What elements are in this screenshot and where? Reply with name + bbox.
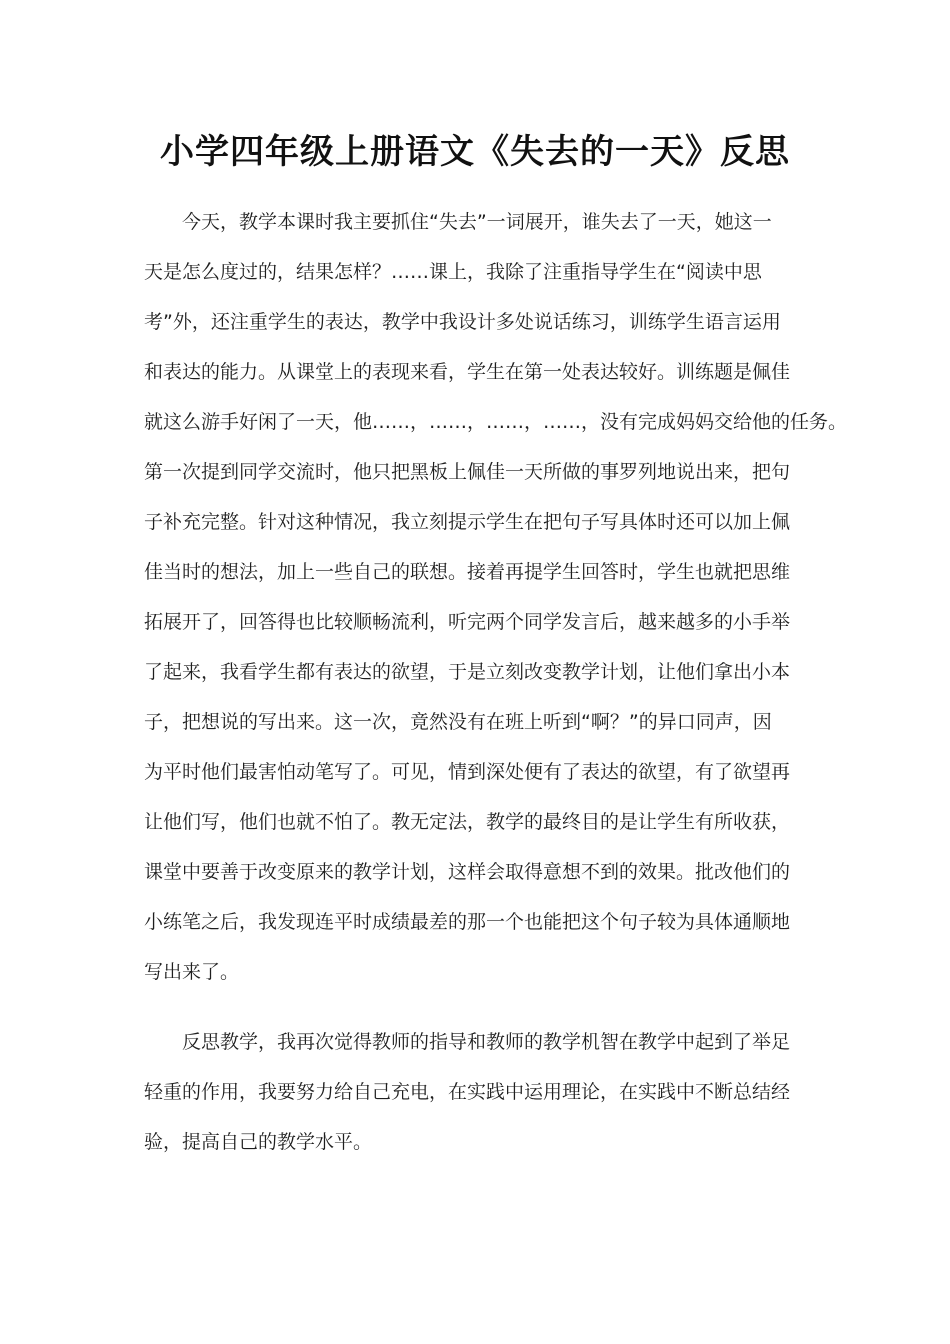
paragraph-line: 写出来了。 bbox=[144, 961, 240, 983]
paragraph-line: 了起来，我看学生都有表达的欲望，于是立刻改变教学计划，让他们拿出小本 bbox=[144, 661, 791, 683]
paragraph-line: 轻重的作用，我要努力给自己充电，在实践中运用理论，在实践中不断总结经 bbox=[144, 1081, 791, 1103]
paragraph-line: 就这么游手好闲了一天，他……，……，……，……，没有完成妈妈交给他的任务。 bbox=[144, 411, 848, 433]
paragraph-line: 让他们写，他们也就不怕了。教无定法，教学的最终目的是让学生有所收获， bbox=[144, 811, 791, 833]
paragraph-line: 课堂中要善于改变原来的教学计划，这样会取得意想不到的效果。批改他们的 bbox=[144, 861, 791, 883]
paragraph-line: 和表达的能力。从课堂上的表现来看，学生在第一处表达较好。训练题是佩佳 bbox=[144, 361, 791, 383]
paragraph-line: 为平时他们最害怕动笔写了。可见，情到深处便有了表达的欲望，有了欲望再 bbox=[144, 761, 791, 783]
paragraph-line: 子补充完整。针对这种情况，我立刻提示学生在把句子写具体时还可以加上佩 bbox=[144, 511, 791, 533]
document-title: 小学四年级上册语文《失去的一天》反思 bbox=[160, 132, 790, 172]
paragraph-line: 小练笔之后，我发现连平时成绩最差的那一个也能把这个句子较为具体通顺地 bbox=[144, 911, 791, 933]
paragraph-line: 反思教学，我再次觉得教师的指导和教师的教学机智在教学中起到了举足 bbox=[182, 1031, 791, 1053]
paragraph-line: 今天，教学本课时我主要抓住“失去”一词展开，谁失去了一天，她这一 bbox=[182, 211, 772, 233]
paragraph-line: 验，提高自己的教学水平。 bbox=[144, 1131, 373, 1153]
paragraph-line: 佳当时的想法，加上一些自己的联想。接着再提学生回答时，学生也就把思维 bbox=[144, 561, 791, 583]
paragraph-line: 子，把想说的写出来。这一次，竟然没有在班上听到“啊？”的异口同声，因 bbox=[144, 711, 772, 733]
paragraph-line: 天是怎么度过的，结果怎样？……课上，我除了注重指导学生在“阅读中思 bbox=[144, 261, 762, 283]
paragraph-line: 考”外，还注重学生的表达，教学中我设计多处说话练习，训练学生语言运用 bbox=[144, 311, 781, 333]
paragraph-line: 拓展开了，回答得也比较顺畅流利，听完两个同学发言后，越来越多的小手举 bbox=[144, 611, 791, 633]
paragraph-line: 第一次提到同学交流时，他只把黑板上佩佳一天所做的事罗列地说出来，把句 bbox=[144, 461, 791, 483]
